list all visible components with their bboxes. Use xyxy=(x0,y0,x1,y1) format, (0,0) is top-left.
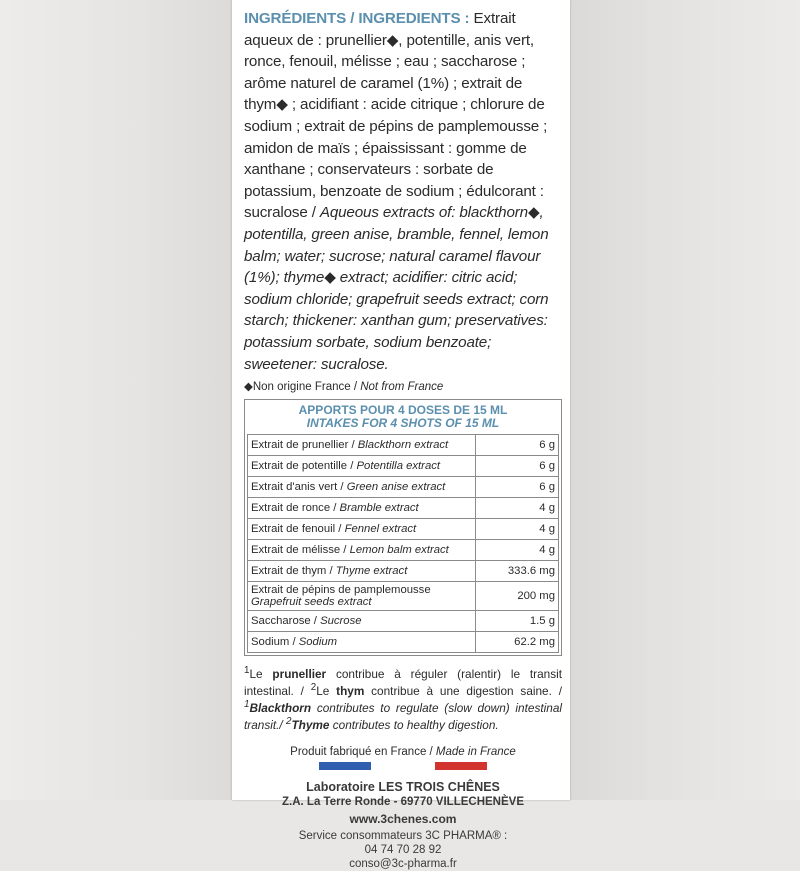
intake-row xyxy=(248,540,559,561)
intake-row xyxy=(248,519,559,540)
intake-label xyxy=(248,435,476,456)
intake-label-en: Grapefruit seeds extract xyxy=(251,596,372,609)
intakes-title-en: INTAKES FOR 4 SHOTS OF 15 ML xyxy=(306,416,500,431)
origin-note-fr: ◆Non origine France / xyxy=(244,381,361,394)
company-name: Laboratoire LES TROIS CHÊNES xyxy=(306,779,500,794)
background-left xyxy=(0,0,232,800)
origin-note xyxy=(244,379,562,393)
intake-value: 4 g xyxy=(476,519,559,540)
footnote-text: contribue à une digestion saine. / xyxy=(364,683,562,698)
service-label: Service consommateurs 3C PHARMA® : xyxy=(298,829,508,842)
ingredients-paragraph xyxy=(244,8,562,375)
intakes-title-fr: APPORTS POUR 4 DOSES DE 15 ML xyxy=(298,403,508,418)
footnote-text: Le xyxy=(249,667,273,682)
footnote-bold-blackthorn: Blackthorn xyxy=(249,700,312,715)
label-content xyxy=(244,8,562,871)
intake-row xyxy=(248,561,559,582)
label-panel xyxy=(232,0,570,870)
intake-label-fr: Extrait de thym / xyxy=(251,565,336,578)
intake-label-fr: Extrait de potentille / xyxy=(251,460,357,473)
intake-row xyxy=(248,582,559,611)
service-email: conso@3c-pharma.fr xyxy=(349,857,457,870)
intake-label-fr: Extrait de pépins de pamplemousse xyxy=(251,584,431,597)
footnote-sup-3: 1 xyxy=(244,698,250,710)
footnote-bold-thym: thym xyxy=(336,683,365,698)
intakes-header xyxy=(247,402,559,434)
intake-label xyxy=(248,582,476,611)
made-in-fr: Produit fabriqué en France / xyxy=(290,745,436,758)
footnote-text: Le xyxy=(316,683,337,698)
footnote-sup-4: 2 xyxy=(285,715,292,727)
intake-label xyxy=(248,519,476,540)
footnote-text: contributes to regulate (slow down) intestinal transit./ xyxy=(244,700,562,732)
ingredients-english: Aqueous extracts of: blackthorn◆, potentilla, green anise, bramble, fennel, lemon balm; water; sucrose; natural caramel flavour (1%); thyme◆ extract; acidifier: citric acid; sodium chloride; grapefruit seeds extract; corn starch; thickener: xanthan gum; preservatives: potassium sorbate, sodium benzoate; sweetener: sucralose. xyxy=(244,204,549,373)
footnote-english xyxy=(244,698,562,732)
intake-value: 1.5 g xyxy=(476,611,559,632)
intake-value: 6 g xyxy=(476,435,559,456)
intake-value: 6 g xyxy=(476,456,559,477)
made-in-france xyxy=(244,746,562,758)
footnote-text: contribue à réguler (ralentir) le transit intestinal. / xyxy=(244,667,562,698)
intakes-box xyxy=(244,399,562,656)
intake-label xyxy=(248,456,476,477)
french-flag-bars xyxy=(244,762,562,770)
background-right xyxy=(570,0,800,800)
footnote-sup-2: 2 xyxy=(310,682,317,694)
intake-label-en: Lemon balm extract xyxy=(349,544,449,557)
intake-label-fr: Extrait de mélisse / xyxy=(251,544,350,557)
intake-value: 6 g xyxy=(476,477,559,498)
consumer-service xyxy=(244,829,562,871)
intake-value: 4 g xyxy=(476,540,559,561)
intake-row xyxy=(248,435,559,456)
service-phone: 04 74 70 28 92 xyxy=(364,843,442,856)
intakes-table xyxy=(247,434,559,653)
intake-row xyxy=(248,498,559,519)
intake-label-en: Sucrose xyxy=(320,615,362,628)
flag-blue-bar xyxy=(319,762,371,770)
intake-label-en: Green anise extract xyxy=(346,481,446,494)
intake-label xyxy=(248,561,476,582)
intake-label-fr: Extrait de prunellier / xyxy=(251,439,358,452)
intake-row xyxy=(248,477,559,498)
intake-value: 62.2 mg xyxy=(476,632,559,653)
intake-row xyxy=(248,456,559,477)
origin-note-en: Not from France xyxy=(360,381,444,394)
intake-label-fr: Sodium / xyxy=(251,636,299,649)
intake-value: 4 g xyxy=(476,498,559,519)
intake-row xyxy=(248,632,559,653)
footnote-bold-thyme: Thyme xyxy=(291,717,330,732)
intake-row xyxy=(248,611,559,632)
intake-label-fr: Extrait de fenouil / xyxy=(251,523,345,536)
company-address: Z.A. La Terre Ronde - 69770 VILLECHENÈVE xyxy=(282,795,524,808)
intake-label-en: Thyme extract xyxy=(335,565,408,578)
intake-label xyxy=(248,477,476,498)
ingredients-heading: INGRÉDIENTS / INGREDIENTS : xyxy=(244,10,470,27)
footnote xyxy=(244,664,562,732)
intake-label-en: Fennel extract xyxy=(344,523,417,536)
intake-label-fr: Saccharose / xyxy=(251,615,321,628)
company-website: www.3chenes.com xyxy=(349,811,457,826)
footnote-sup-1: 1 xyxy=(244,665,250,677)
flag-white-bar xyxy=(377,762,429,770)
intake-label-en: Sodium xyxy=(298,636,338,649)
footnote-bold-prunellier: prunellier xyxy=(272,667,327,682)
intake-value: 200 mg xyxy=(476,582,559,611)
made-in-en: Made in France xyxy=(435,745,516,758)
intake-label xyxy=(248,632,476,653)
flag-red-bar xyxy=(435,762,487,770)
intake-label-en: Bramble extract xyxy=(339,502,419,515)
intake-label-en: Blackthorn extract xyxy=(357,439,449,452)
footnote-text: contributes to healthy digestion. xyxy=(329,717,499,732)
intake-label xyxy=(248,498,476,519)
intake-value: 333.6 mg xyxy=(476,561,559,582)
ingredients-french: Extrait aqueux de : prunellier◆, potentille, anis vert, ronce, fenouil, mélisse ; eau ; saccharose ; arôme naturel de caramel (1%) ; extrait de thym◆ ; acidifiant : acide citrique ; chlorure de sodium ; extrait de pépins de pamplemousse ; amidon de maïs ; épaississant : gomme de xanthane ; conservateurs : sorbate de potassium, benzoate de sodium ; édulcorant : sucralose / xyxy=(244,10,548,222)
intake-label-en: Potentilla extract xyxy=(356,460,441,473)
intake-label xyxy=(248,540,476,561)
intake-label-fr: Extrait d'anis vert / xyxy=(251,481,347,494)
intake-label xyxy=(248,611,476,632)
intake-label-fr: Extrait de ronce / xyxy=(251,502,340,515)
